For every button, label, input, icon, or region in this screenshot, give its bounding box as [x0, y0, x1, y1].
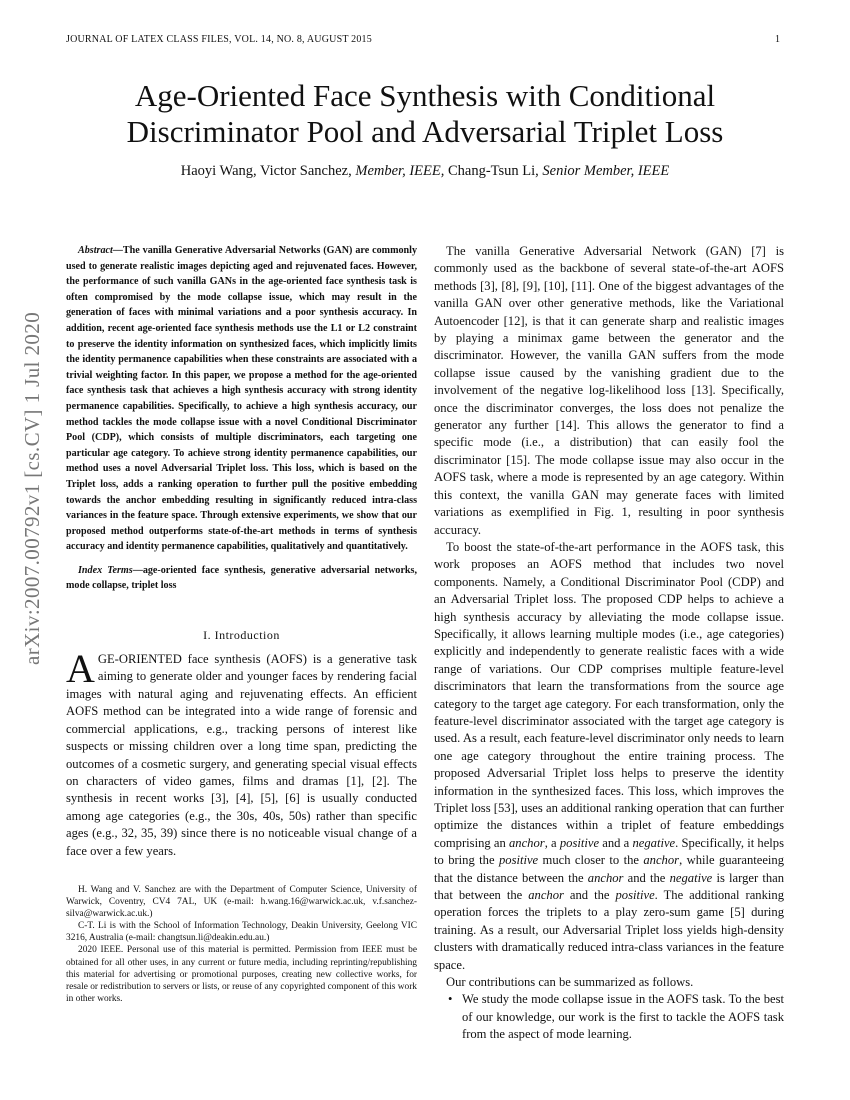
arxiv-identifier: arXiv:2007.00792v1 [cs.CV] 1 Jul 2020	[20, 311, 44, 665]
title-line-1: Age-Oriented Face Synthesis with Conditional	[134, 78, 716, 113]
term-anchor: anchor	[643, 853, 680, 868]
drop-cap: A	[66, 646, 95, 692]
page-number: 1	[775, 34, 780, 45]
p2-text-c: much closer to the	[542, 853, 639, 868]
body-paragraph-2	[434, 539, 784, 974]
footnote-affiliation-1: H. Wang and V. Sanchez are with the Department of Computer Science, University of Warwick, Coventry, CV4 7AL, UK (e-mail: h.wang.16@warwick.ac.uk, v.f.sanchez-silva@warwick.ac.uk.)	[66, 884, 417, 920]
author-line	[40, 163, 810, 180]
author-names-1: Haoyi Wang, Victor Sanchez,	[180, 163, 352, 179]
title-line-2: Discriminator Pool and Adversarial Triplet Loss	[126, 114, 724, 149]
abstract-label: Abstract	[78, 245, 113, 256]
footnotes	[66, 884, 417, 1005]
section-heading-introduction: I. Introduction	[203, 628, 280, 643]
bullet-icon: •	[448, 992, 453, 1007]
right-column	[434, 243, 784, 1044]
p2-text-e: and the	[627, 870, 666, 885]
p2-sep-2: and a	[602, 835, 630, 850]
p2-text-a: To boost the state-of-the-art performance in the AOFS task, this work proposes an AOFS method that includes two novel components. Namely, a Conditional Discriminator Pool (CDP) and an Adversarial Triplet loss. The proposed CDP helps to achieve a high synthesis accuracy by alleviating the mode collapse issue. Specifically, it allows learning multiple modes (i.e., age categories) explicitly and independently to generate realistic faces with a wide range of variations. Our CDP comprises multiple feature-level discriminators that learn the transformations from the source age category to the target age category. For each transformation, only the feature-level discriminator associated with the target age category is used. As a result, each feature-level discriminator only needs to learn one age category throughout the entire training process. The proposed Adversarial Triplet loss helps to preserve the identity information in the synthesized faces. This loss, which improves the Triplet loss [53], uses an additional ranking operation that can further optimize the distances within a triplet of feature embeddings comprising an	[434, 539, 784, 850]
term-anchor: anchor	[528, 888, 564, 903]
intro-text: GE-ORIENTED face synthesis (AOFS) is a generative task aiming to generate older and younger faces by rendering facial images with natural aging and rejuvenating effects. An efficient AOFS method can be integrated into a wide range of forensic and commercial applications, e.g., tracking persons of interest like suspects or missing children over a long time span, predicting the outcomes of a cosmetic surgery, and generating special visual effects on characters of video games, films and dramas [1], [2]. The synthesis in recent works [3], [4], [5], [6] is usually conducted among age categories (e.g., the 30s, 40s, 50s) rather than specific ages (e.g., 32, 35, 39) since there is no noticeable visual change of a face over a few years.	[66, 652, 417, 858]
term-negative: negative	[669, 870, 713, 885]
running-header: JOURNAL OF LATEX CLASS FILES, VOL. 14, NO. 8, AUGUST 2015	[66, 34, 372, 45]
author-role-1: Member, IEEE,	[355, 163, 445, 179]
author-names-2: Chang-Tsun Li,	[447, 163, 539, 179]
p2-sep-1: , a	[544, 835, 557, 850]
index-terms-text: —age-oriented face synthesis, generative adversarial networks, mode collapse, triplet loss	[66, 564, 417, 592]
p2-text-b: . Specifically, it helps to bring the	[434, 835, 785, 868]
author-role-2: Senior Member, IEEE	[542, 163, 670, 179]
list-item	[434, 991, 784, 1043]
list-item-text: We study the mode collapse issue in the AOFS task. To the best of our knowledge, our work is the first to tackle the AOFS task from the aspect of mode learning.	[462, 992, 784, 1042]
term-positive: positive	[559, 835, 600, 850]
abstract	[66, 243, 417, 555]
index-terms-label: Index Terms	[78, 564, 133, 576]
index-terms	[66, 563, 417, 594]
term-negative: negative	[632, 835, 676, 850]
footnote-copyright: 2020 IEEE. Personal use of this material is permitted. Permission from IEEE must be obtained for all other uses, in any current or future media, including reprinting/republishing this material for advertising or promotional purposes, creating new collective works, for resale or redistribution to servers or lists, or reuse of any copyrighted component of this work in other works.	[66, 945, 417, 1004]
paper-title	[40, 78, 810, 150]
p2-text-d: , while guaranteeing that the distance between the	[434, 853, 785, 885]
p2-text-g: and the	[569, 888, 610, 903]
body-paragraph-1: The vanilla Generative Adversarial Network (GAN) [7] is commonly used as the backbone of several state-of-the-art AOFS methods [3], [8], [9], [10], [11]. One of the biggest advantages of the vanilla GAN over other generative methods, like the Variational Autoencoder [12], is that it can generate sharp and realistic images by playing a minimax game between the generator and the discriminator. However, the vanilla GAN suffers from the mode collapse issue caused by the vanishing gradient due to the involvement of the negative log-likelihood loss [13]. Specifically, once the discriminator converges, the loss does not penalize the generator any further [14]. This allows the generator to find a specific mode (i.e., a distribution) that can easily fool the discriminator [15]. The mode collapse issue may also occur in the AOFS task, where a mode is represented by an age category. Within this context, the vanilla GAN may generate faces with limited variations as exemplified in Fig. 1, resulting in poor synthesis accuracy.	[434, 244, 784, 537]
p2-text-f: is larger than that between the	[434, 870, 785, 903]
left-column	[66, 243, 417, 1005]
term-positive: positive	[498, 853, 539, 868]
footnote-affiliation-2: C-T. Li is with the School of Information Technology, Deakin University, Geelong VIC 3216, Australia (e-mail: changtsun.li@deakin.edu.au.)	[66, 921, 417, 944]
contributions-list	[434, 991, 784, 1043]
term-positive: positive	[615, 888, 655, 903]
body-paragraph-3: Our contributions can be summarized as follows.	[446, 975, 694, 990]
abstract-text: —The vanilla Generative Adversarial Networks (GAN) are commonly used to generate realistic images depicting aged and rejuvenated faces. However, the performance of such vanilla GANs in the age-oriented face synthesis task is often compromised by the mode collapse issue, which may result in the generation of faces with minimal variations and a poor synthesis accuracy. In addition, recent age-oriented face synthesis methods use the L1 or L2 constraint to preserve the identity information on synthesized faces, which implicitly limits the identity permanence capabilities when these constraints are associated with a trivial weighting factor. In this paper, we propose a method for the age-oriented face synthesis task that achieves a high synthesis accuracy with strong identity permanence capabilities. Specifically, to achieve a high synthesis accuracy, our method tackles the mode collapse issue with a novel Conditional Discriminator Pool (CDP), which consists of multiple discriminators, each targeting one particular age category. To achieve strong identity permanence capabilities, our method uses a novel Adversarial Triplet loss. This loss, which is based on the Triplet loss, adds a ranking operation to further pull the positive embedding towards the anchor embedding resulting in significantly reduced intra-class variances in the feature space. Through extensive experiments, we show that our proposed method outperforms state-of-the-art methods in terms of synthesis accuracy and identity permanence capabilities, qualitatively and quantitatively.	[66, 245, 417, 553]
intro-paragraph	[66, 646, 417, 860]
term-anchor: anchor	[587, 870, 624, 885]
p2-text-h: . The additional ranking operation forces the triplets to a play zero-sum game [5] during training. As a result, our Adversarial Triplet loss yields high-density clusters with dramatically reduced intra-class variances in the feature space.	[434, 888, 784, 972]
term-anchor: anchor	[509, 835, 545, 850]
